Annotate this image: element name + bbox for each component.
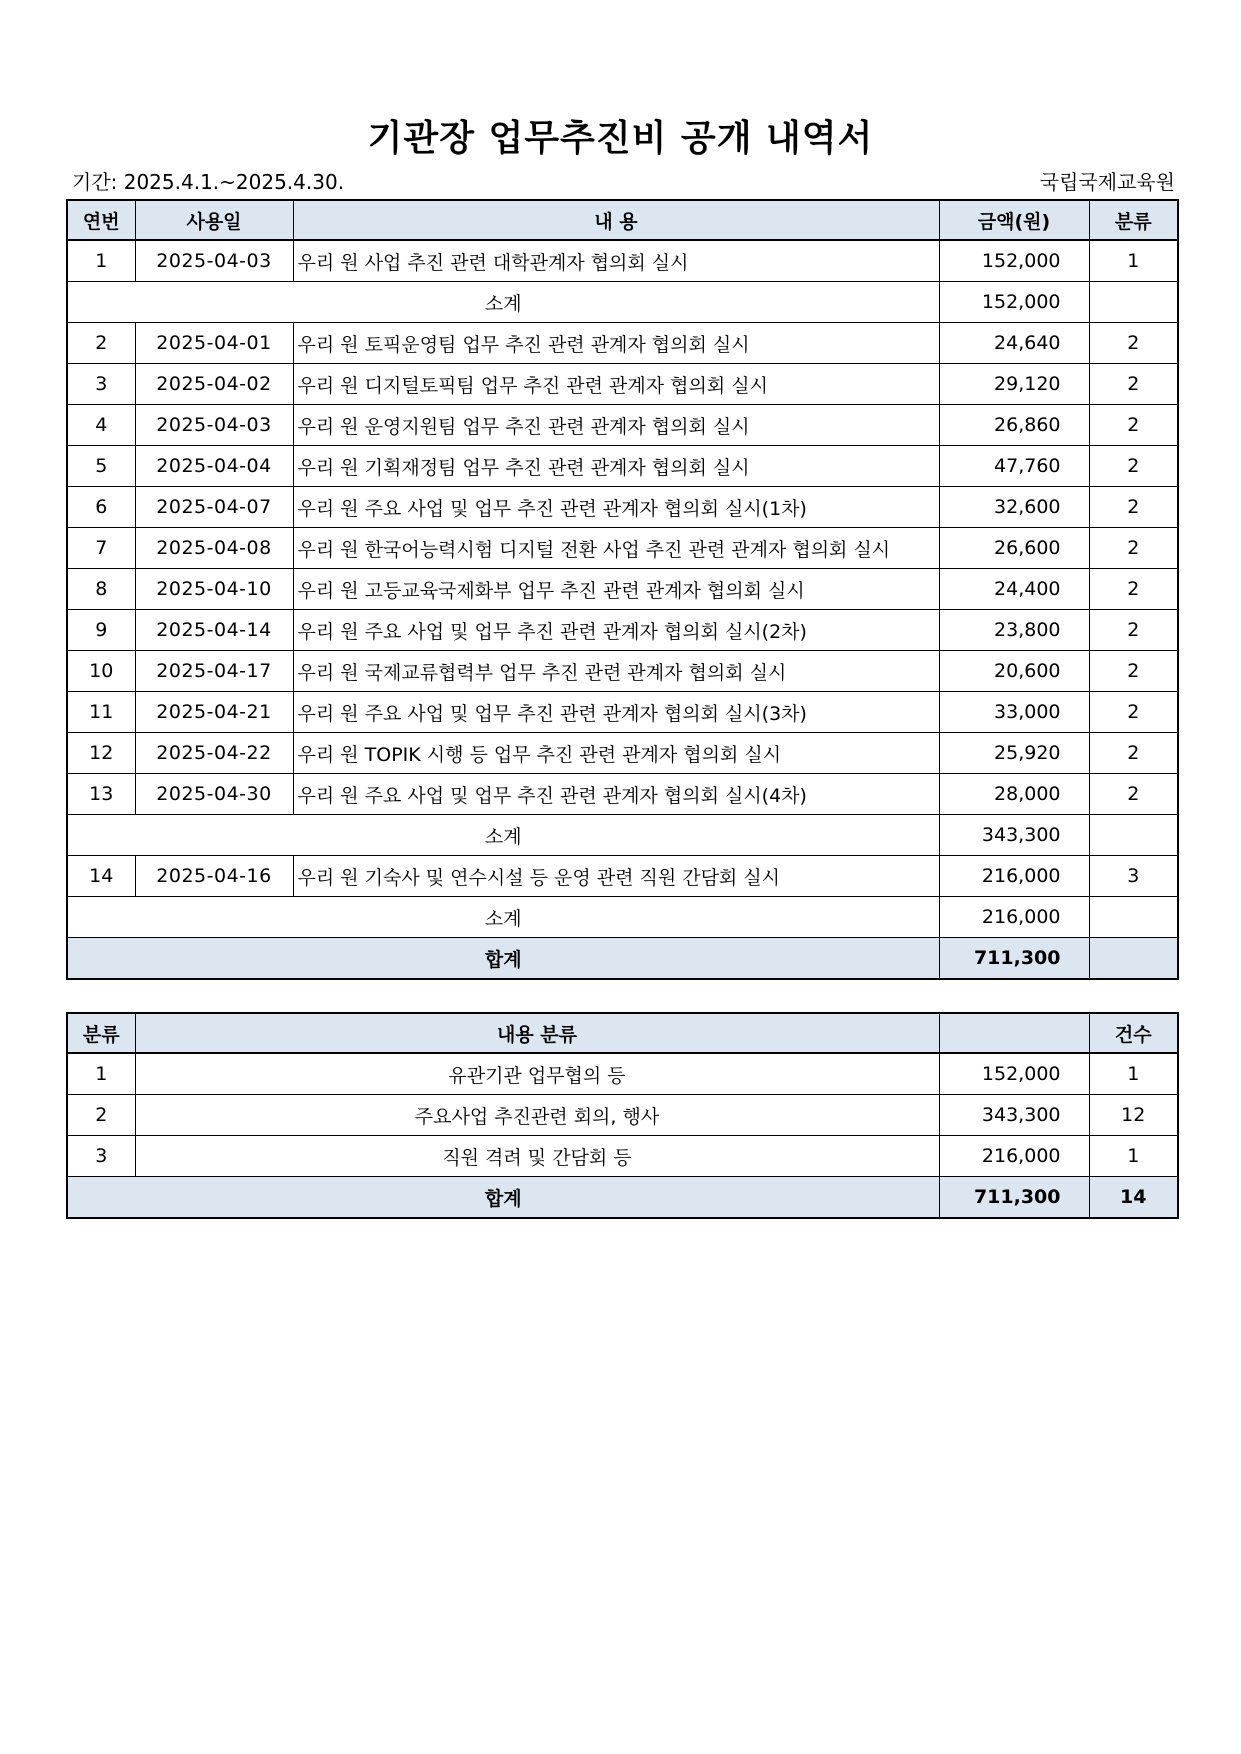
row-category: 2: [1089, 446, 1178, 487]
subtotal-amount: 343,300: [939, 815, 1089, 856]
row-category: 2: [1089, 610, 1178, 651]
row-no: 11: [67, 692, 135, 733]
summary-category: 2: [67, 1095, 135, 1136]
header-no: 연번: [67, 200, 135, 240]
row-content: 우리 원 기숙사 및 연수시설 등 운영 관련 직원 간담회 실시: [293, 856, 939, 897]
row-content: 우리 원 한국어능력시험 디지털 전환 사업 추진 관련 관계자 협의회 실시: [293, 528, 939, 569]
table-row: [67, 692, 1178, 733]
subtotal-label: 소계: [67, 815, 939, 856]
table-row: [67, 528, 1178, 569]
row-content: 우리 원 국제교류협력부 업무 추진 관련 관계자 협의회 실시: [293, 651, 939, 692]
summary-count: 1: [1089, 1136, 1178, 1177]
row-date: 2025-04-16: [135, 856, 293, 897]
row-no: 6: [67, 487, 135, 528]
subtotal-row: [67, 897, 1178, 938]
summary-row: [67, 1053, 1178, 1095]
organization-name: 국립국제교육원: [1039, 170, 1175, 194]
subtotal-label: 소계: [67, 282, 939, 323]
table-row: [67, 774, 1178, 815]
row-no: 8: [67, 569, 135, 610]
row-date: 2025-04-22: [135, 733, 293, 774]
header-category: 분류: [1089, 200, 1178, 240]
total-label: 합계: [67, 938, 939, 980]
row-content: 우리 원 주요 사업 및 업무 추진 관련 관계자 협의회 실시(4차): [293, 774, 939, 815]
row-amount: 26,860: [939, 405, 1089, 446]
row-category: 2: [1089, 323, 1178, 364]
expense-table: [66, 199, 1179, 980]
table-row: [67, 733, 1178, 774]
row-content: 우리 원 토픽운영팀 업무 추진 관련 관계자 협의회 실시: [293, 323, 939, 364]
table-row: [67, 364, 1178, 405]
row-no: 14: [67, 856, 135, 897]
table-row: [67, 487, 1178, 528]
summary-header-row: [67, 1013, 1178, 1053]
summary-total-row: [67, 1177, 1178, 1219]
total-amount: 711,300: [939, 938, 1089, 980]
row-no: 5: [67, 446, 135, 487]
row-no: 12: [67, 733, 135, 774]
subtotal-empty-cell: [1089, 897, 1178, 938]
summary-total-amount: 711,300: [939, 1177, 1089, 1219]
summary-category: 3: [67, 1136, 135, 1177]
total-empty-cell: [1089, 938, 1178, 980]
subtotal-empty-cell: [1089, 282, 1178, 323]
row-category: 2: [1089, 528, 1178, 569]
expense-table-body: [67, 240, 1178, 979]
summary-header-amount: [939, 1013, 1089, 1053]
header-amount: 금액(원): [939, 200, 1089, 240]
summary-row: [67, 1095, 1178, 1136]
summary-amount: 343,300: [939, 1095, 1089, 1136]
row-date: 2025-04-03: [135, 405, 293, 446]
table-row: [67, 856, 1178, 897]
table-row: [67, 240, 1178, 282]
row-date: 2025-04-07: [135, 487, 293, 528]
summary-label: 유관기관 업무협의 등: [135, 1053, 939, 1095]
row-amount: 25,920: [939, 733, 1089, 774]
row-category: 2: [1089, 487, 1178, 528]
row-amount: 24,400: [939, 569, 1089, 610]
row-category: 2: [1089, 569, 1178, 610]
row-category: 1: [1089, 240, 1178, 282]
row-date: 2025-04-10: [135, 569, 293, 610]
row-amount: 33,000: [939, 692, 1089, 733]
row-category: 2: [1089, 405, 1178, 446]
row-no: 4: [67, 405, 135, 446]
row-amount: 26,600: [939, 528, 1089, 569]
table-row: [67, 651, 1178, 692]
summary-amount: 152,000: [939, 1053, 1089, 1095]
summary-count: 12: [1089, 1095, 1178, 1136]
row-category: 2: [1089, 651, 1178, 692]
row-content: 우리 원 사업 추진 관련 대학관계자 협의회 실시: [293, 240, 939, 282]
row-date: 2025-04-14: [135, 610, 293, 651]
row-content: 우리 원 운영지원팀 업무 추진 관련 관계자 협의회 실시: [293, 405, 939, 446]
subtotal-empty-cell: [1089, 815, 1178, 856]
row-amount: 28,000: [939, 774, 1089, 815]
row-category: 2: [1089, 692, 1178, 733]
row-content: 우리 원 고등교육국제화부 업무 추진 관련 관계자 협의회 실시: [293, 569, 939, 610]
table-row: [67, 323, 1178, 364]
row-date: 2025-04-17: [135, 651, 293, 692]
subtotal-label: 소계: [67, 897, 939, 938]
summary-row: [67, 1136, 1178, 1177]
table-header-row: [67, 200, 1178, 240]
summary-amount: 216,000: [939, 1136, 1089, 1177]
row-no: 9: [67, 610, 135, 651]
row-date: 2025-04-04: [135, 446, 293, 487]
row-date: 2025-04-30: [135, 774, 293, 815]
summary-label: 직원 격려 및 간담회 등: [135, 1136, 939, 1177]
subtotal-amount: 216,000: [939, 897, 1089, 938]
row-amount: 152,000: [939, 240, 1089, 282]
summary-total-label: 합계: [67, 1177, 939, 1219]
row-no: 10: [67, 651, 135, 692]
summary-header-label: 내용 분류: [135, 1013, 939, 1053]
table-row: [67, 569, 1178, 610]
row-content: 우리 원 주요 사업 및 업무 추진 관련 관계자 협의회 실시(2차): [293, 610, 939, 651]
table-row: [67, 405, 1178, 446]
row-amount: 47,760: [939, 446, 1089, 487]
row-amount: 32,600: [939, 487, 1089, 528]
row-amount: 20,600: [939, 651, 1089, 692]
row-content: 우리 원 TOPIK 시행 등 업무 추진 관련 관계자 협의회 실시: [293, 733, 939, 774]
row-content: 우리 원 기획재정팀 업무 추진 관련 관계자 협의회 실시: [293, 446, 939, 487]
summary-table-body: [67, 1053, 1178, 1218]
row-amount: 23,800: [939, 610, 1089, 651]
summary-category: 1: [67, 1053, 135, 1095]
total-row: [67, 938, 1178, 980]
row-amount: 29,120: [939, 364, 1089, 405]
table-row: [67, 610, 1178, 651]
row-no: 13: [67, 774, 135, 815]
row-date: 2025-04-21: [135, 692, 293, 733]
row-no: 1: [67, 240, 135, 282]
row-category: 2: [1089, 733, 1178, 774]
row-date: 2025-04-08: [135, 528, 293, 569]
page-title: 기관장 업무추진비 공개 내역서: [367, 118, 874, 159]
row-content: 우리 원 주요 사업 및 업무 추진 관련 관계자 협의회 실시(3차): [293, 692, 939, 733]
row-no: 7: [67, 528, 135, 569]
row-no: 2: [67, 323, 135, 364]
summary-label: 주요사업 추진관련 회의, 행사: [135, 1095, 939, 1136]
row-no: 3: [67, 364, 135, 405]
subtotal-row: [67, 282, 1178, 323]
summary-count: 1: [1089, 1053, 1178, 1095]
row-category: 3: [1089, 856, 1178, 897]
summary-header-count: 건수: [1089, 1013, 1178, 1053]
period-label: 기간: 2025.4.1.~2025.4.30.: [72, 170, 345, 194]
header-date: 사용일: [135, 200, 293, 240]
row-category: 2: [1089, 364, 1178, 405]
row-content: 우리 원 주요 사업 및 업무 추진 관련 관계자 협의회 실시(1차): [293, 487, 939, 528]
summary-header-category: 분류: [67, 1013, 135, 1053]
row-date: 2025-04-03: [135, 240, 293, 282]
row-content: 우리 원 디지털토픽팀 업무 추진 관련 관계자 협의회 실시: [293, 364, 939, 405]
header-content: 내 용: [293, 200, 939, 240]
row-amount: 24,640: [939, 323, 1089, 364]
summary-total-count: 14: [1089, 1177, 1178, 1219]
row-date: 2025-04-01: [135, 323, 293, 364]
subtotal-row: [67, 815, 1178, 856]
summary-table: [66, 1012, 1179, 1219]
subtotal-amount: 152,000: [939, 282, 1089, 323]
row-category: 2: [1089, 774, 1178, 815]
table-row: [67, 446, 1178, 487]
row-date: 2025-04-02: [135, 364, 293, 405]
row-amount: 216,000: [939, 856, 1089, 897]
